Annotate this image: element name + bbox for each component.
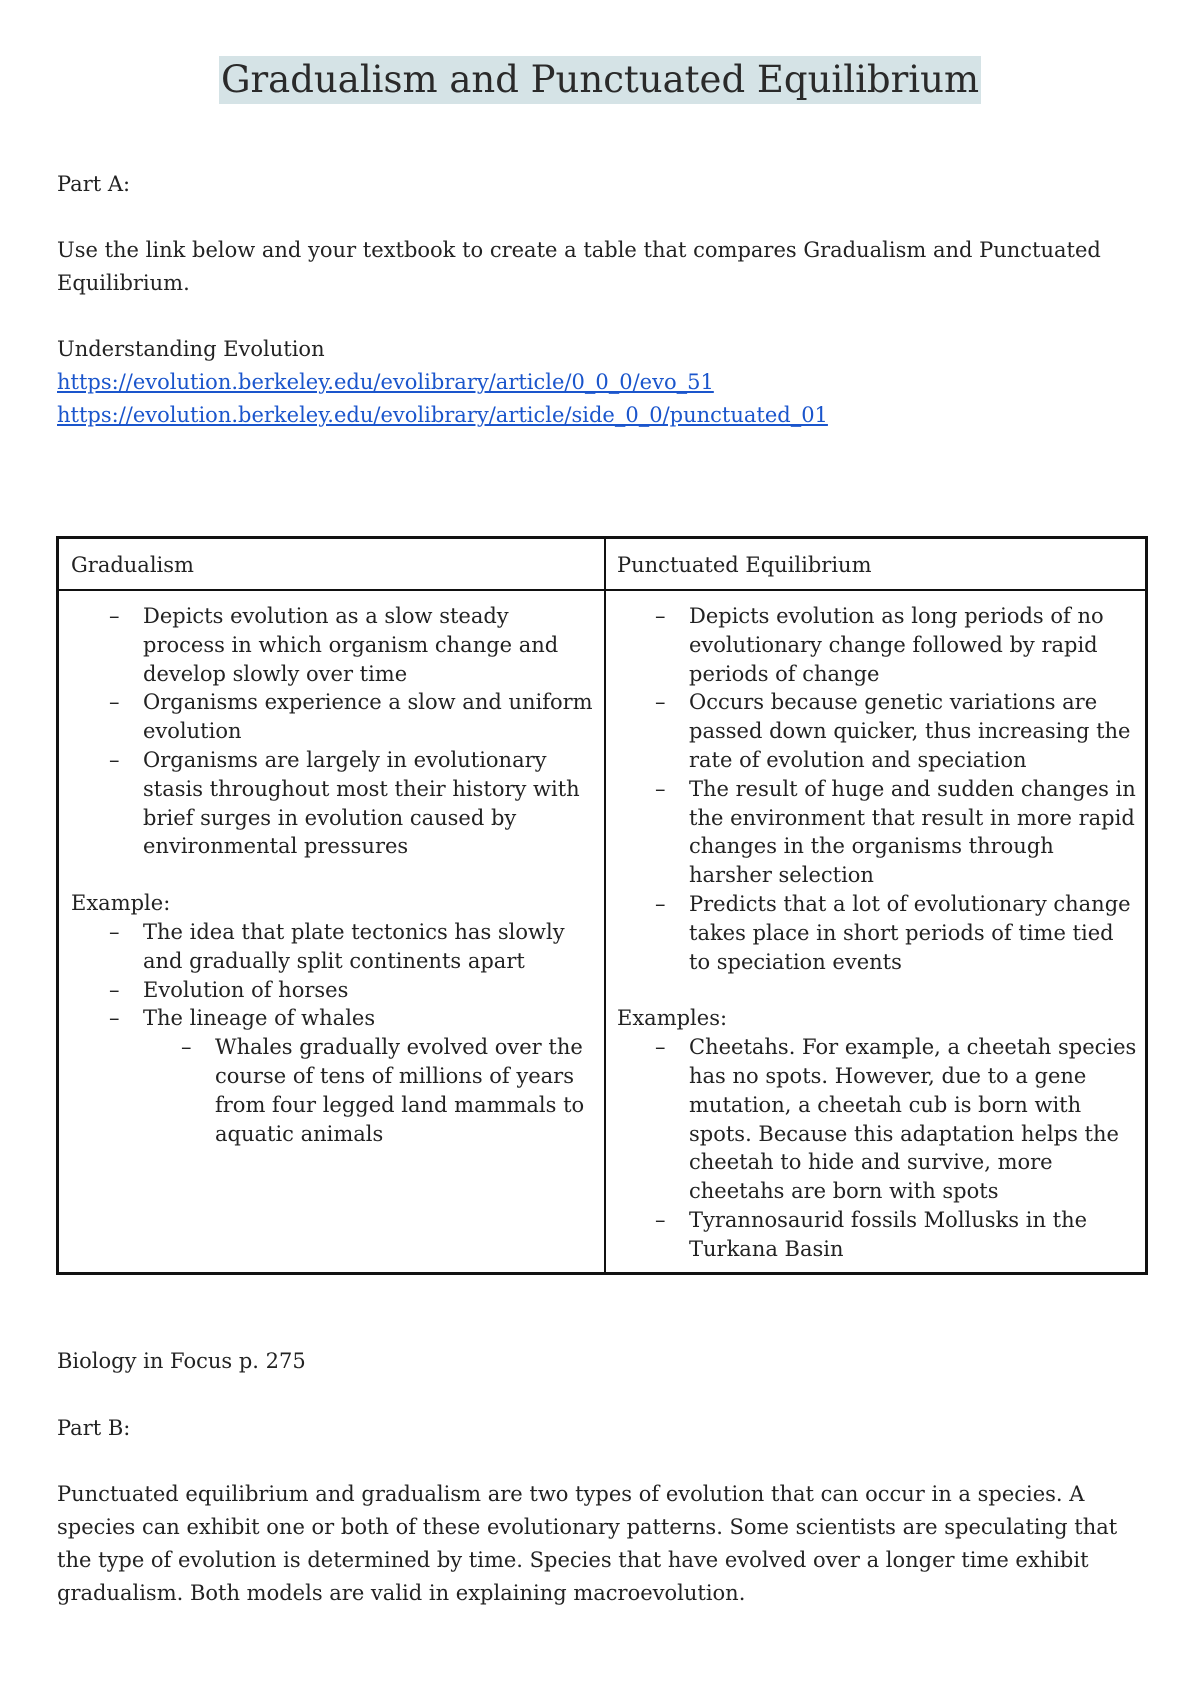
punctuated-examples	[617, 1033, 1139, 1263]
gradualism-sub-examples	[143, 1033, 596, 1148]
gradualism-sub-example: – Whales gradually evolved over the course of tens of millions of years from four legged land mammals to aquatic animals	[215, 1033, 596, 1148]
punctuated-cell	[617, 602, 1139, 1264]
gradualism-examples	[71, 918, 596, 1148]
gradualism-point: – Organisms experience a slow and uniform evolution	[143, 688, 596, 746]
gradualism-example-label: Example:	[71, 891, 171, 916]
link-evo-51-wrapper	[57, 366, 1147, 399]
part-b-paragraph: Punctuated equilibrium and gradualism are two types of evolution that can occur in a species. A species can exhibit one or both of these evolutionary patterns. Some scientists are speculating that the type of evolution is determined by time. Species that have evolved over a longer time exhibit gradualism. Both models are valid in explaining macroevolution.	[57, 1482, 1118, 1605]
title-wrapper	[0, 56, 1200, 104]
part-a-instructions: Use the link below and your textbook to create a table that compares Gradualism and Punctuated Equilibrium.	[57, 238, 1101, 295]
gradualism-example-text: The lineage of whales	[143, 1006, 376, 1031]
header-punctuated-equilibrium: Punctuated Equilibrium	[617, 553, 872, 577]
link-punctuated-01-wrapper	[57, 399, 1147, 432]
gradualism-point: – Depicts evolution as a slow steady process in which organism change and develop slowly over time	[143, 602, 596, 688]
link-evo-51[interactable]: https://evolution.berkeley.edu/evolibrary/article/0_0_0/evo_51	[57, 370, 714, 394]
gradualism-example: – Evolution of horses	[143, 976, 596, 1005]
gradualism-example-whales	[143, 1004, 596, 1148]
table-column-divider	[604, 539, 606, 1272]
gradualism-example: – The idea that plate tectonics has slowly and gradually split continents apart	[143, 918, 596, 976]
source-label: Understanding Evolution	[57, 337, 325, 361]
table-header-divider	[59, 589, 1145, 591]
part-a-label: Part A:	[57, 172, 131, 196]
link-punctuated-01[interactable]: https://evolution.berkeley.edu/evolibrary/article/side_0_0/punctuated_01	[57, 403, 828, 427]
header-gradualism: Gradualism	[71, 553, 194, 577]
punctuated-point: – The result of huge and sudden changes in the environment that result in more rapid changes in the organisms through harsher selection	[689, 775, 1139, 890]
punctuated-example: – Tyrannosaurid fossils Mollusks in the Turkana Basin	[689, 1206, 1139, 1264]
gradualism-points	[71, 602, 596, 861]
punctuated-point: – Occurs because genetic variations are passed down quicker, thus increasing the rate of evolution and speciation	[689, 688, 1139, 774]
part-b-label: Part B:	[57, 1416, 131, 1440]
gradualism-point: – Organisms are largely in evolutionary stasis throughout most their history with brief surges in evolution caused by environmental pressures	[143, 746, 596, 861]
page-title: Gradualism and Punctuated Equilibrium	[219, 56, 981, 104]
comparison-table	[56, 536, 1148, 1275]
punctuated-points	[617, 602, 1139, 976]
reference-text: Biology in Focus p. 275	[57, 1349, 306, 1373]
punctuated-point: – Depicts evolution as long periods of no evolutionary change followed by rapid periods of change	[689, 602, 1139, 688]
punctuated-point: – Predicts that a lot of evolutionary change takes place in short periods of time tied to speciation events	[689, 890, 1139, 976]
punctuated-example: – Cheetahs. For example, a cheetah species has no spots. However, due to a gene mutation, a cheetah cub is born with spots. Because this adaptation helps the cheetah to hide and survive, more cheetahs are born with spots	[689, 1033, 1139, 1206]
punctuated-example-label: Examples:	[617, 1006, 728, 1031]
gradualism-cell	[71, 602, 596, 1148]
